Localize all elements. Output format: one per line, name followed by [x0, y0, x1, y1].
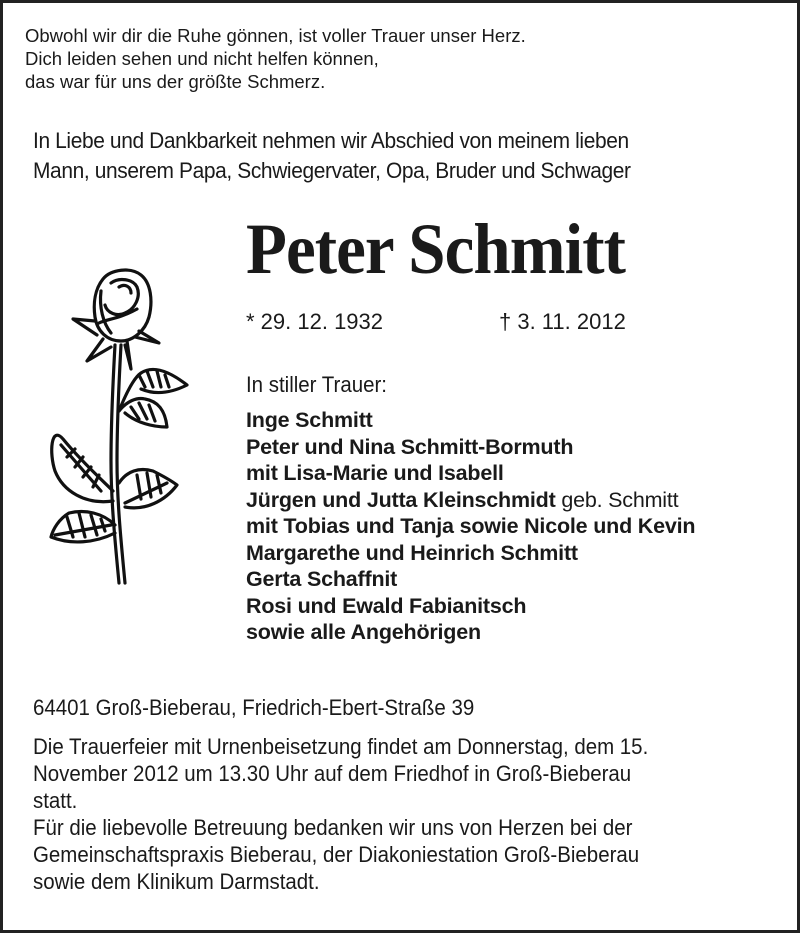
- mourner-line: Rosi und Ewald Fabianitsch: [246, 593, 527, 618]
- thanks-line: Für die liebevolle Betreuung bedanken wir uns von Herzen bei der: [33, 815, 633, 840]
- poem-verse: [25, 24, 526, 93]
- funeral-service-info: [33, 733, 648, 895]
- farewell-intro: [33, 126, 631, 186]
- life-dates: [246, 308, 626, 336]
- rose-icon: [41, 261, 191, 586]
- mourners-label: In stiller Trauer:: [246, 372, 387, 397]
- service-line: November 2012 um 13.30 Uhr auf dem Friedhof in Groß-Bieberau: [33, 761, 632, 786]
- deceased-name: Peter Schmitt: [246, 209, 625, 289]
- mourner-line: Gerta Schaffnit: [246, 567, 398, 591]
- poem-line: Dich leiden sehen und nicht helfen können,: [25, 48, 379, 69]
- intro-line: In Liebe und Dankbarkeit nehmen wir Abschied von meinem lieben: [33, 128, 629, 153]
- thanks-line: sowie dem Klinikum Darmstadt.: [33, 869, 320, 894]
- mourner-line: mit Lisa-Marie und Isabell: [246, 461, 504, 485]
- mourner-line: sowie alle Angehörigen: [246, 620, 481, 644]
- service-line: Die Trauerfeier mit Urnenbeisetzung findet am Donnerstag, dem 15.: [33, 734, 649, 759]
- death-date: † 3. 11. 2012: [499, 309, 626, 334]
- poem-line: das war für uns der größte Schmerz.: [25, 71, 326, 92]
- thanks-line: Gemeinschaftspraxis Bieberau, der Diakoniestation Groß-Bieberau: [33, 842, 640, 867]
- poem-line: Obwohl wir dir die Ruhe gönnen, ist voller Trauer unser Herz.: [25, 25, 526, 46]
- mourner-line: Peter und Nina Schmitt-Bormuth: [246, 434, 574, 459]
- mourner-line: mit Tobias und Tanja sowie Nicole und Kevin: [246, 514, 696, 538]
- birth-date: * 29. 12. 1932: [246, 309, 384, 334]
- family-address: 64401 Groß-Bieberau, Friedrich-Ebert-Straße 39: [33, 695, 475, 720]
- intro-line: Mann, unserem Papa, Schwiegervater, Opa, Bruder und Schwager: [33, 158, 631, 183]
- mourner-line: Inge Schmitt: [246, 408, 373, 432]
- mourner-line: Jürgen und Jutta Kleinschmidt geb. Schmitt: [246, 487, 679, 512]
- service-line: statt.: [33, 788, 78, 813]
- mourner-line: Margarethe und Heinrich Schmitt: [246, 540, 578, 565]
- mourners-list: [246, 407, 695, 646]
